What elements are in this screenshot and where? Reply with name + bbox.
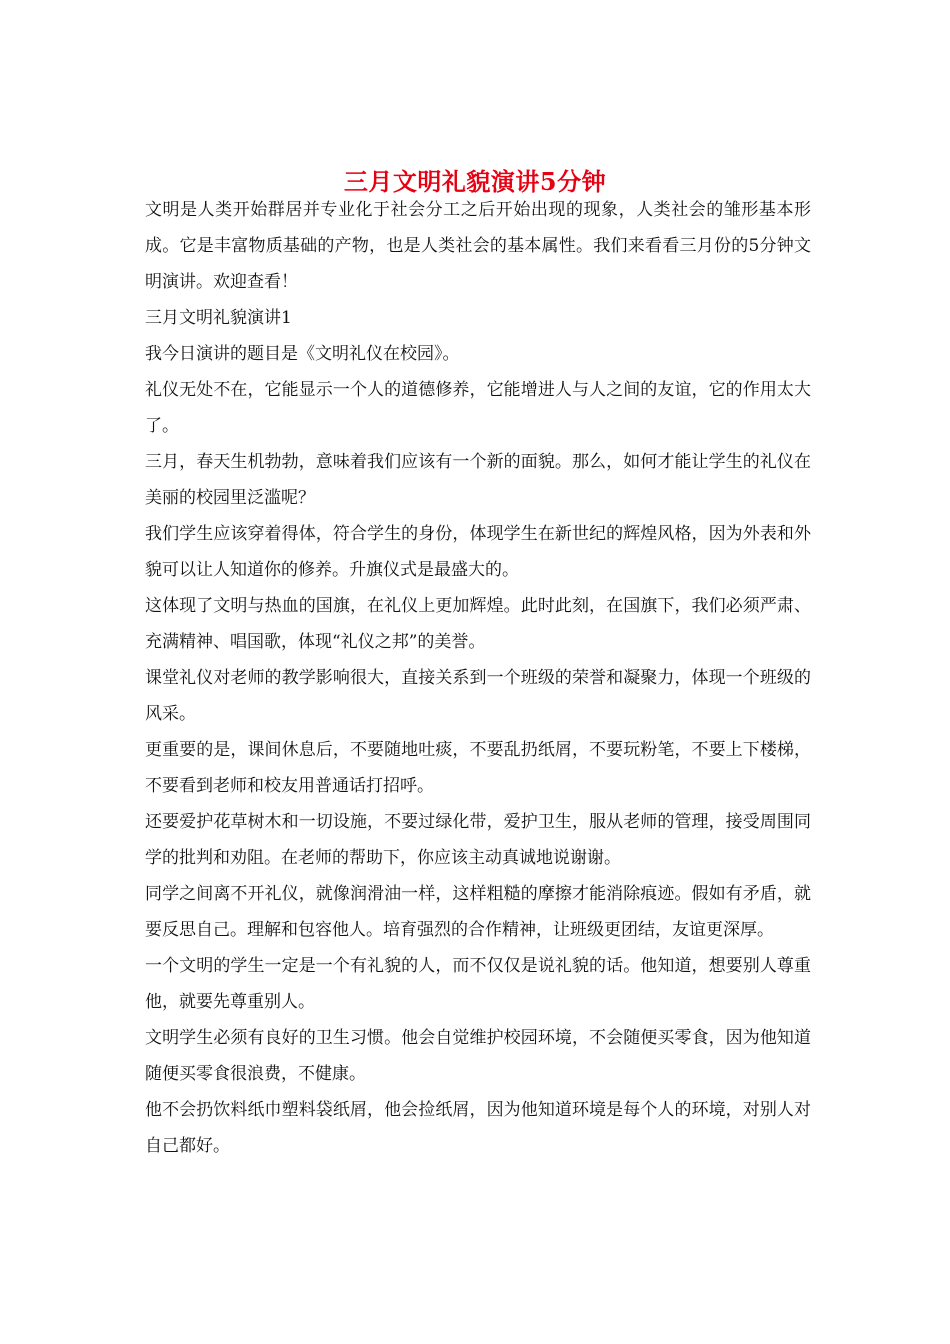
document-title: 三月文明礼貌演讲5分钟 [343, 167, 607, 197]
paragraph: 我们学生应该穿着得体，符合学生的身份，体现学生在新世纪的辉煌风格，因为外表和外貌可以让人知道你的修养。升旗仪式是最盛大的。 [145, 524, 811, 580]
paragraph: 更重要的是，课间休息后，不要随地吐痰，不要乱扔纸屑，不要玩粉笔，不要上下楼梯，不要看到老师和校友用普通话打招呼。 [145, 740, 811, 796]
paragraph: 他不会扔饮料纸巾塑料袋纸屑，他会捡纸屑，因为他知道环境是每个人的环境，对别人对自己都好。 [145, 1100, 811, 1156]
paragraph: 文明学生必须有良好的卫生习惯。他会自觉维护校园环境，不会随便买零食，因为他知道随便买零食很浪费，不健康。 [145, 1028, 811, 1084]
paragraph: 三月，春天生机勃勃，意味着我们应该有一个新的面貌。那么，如何才能让学生的礼仪在美丽的校园里泛滥呢？ [145, 452, 811, 508]
document-body [145, 192, 811, 1164]
paragraph: 这体现了文明与热血的国旗，在礼仪上更加辉煌。此时此刻，在国旗下，我们必须严肃、充满精神、唱国歌，体现“礼仪之邦”的美誉。 [145, 596, 811, 652]
paragraph: 一个文明的学生一定是一个有礼貌的人，而不仅仅是说礼貌的话。他知道，想要别人尊重他，就要先尊重别人。 [145, 956, 811, 1012]
paragraph: 课堂礼仪对老师的教学影响很大，直接关系到一个班级的荣誉和凝聚力，体现一个班级的风采。 [145, 668, 811, 724]
paragraph: 三月文明礼貌演讲1 [145, 308, 292, 328]
paragraph: 礼仪无处不在，它能显示一个人的道德修养，它能增进人与人之间的友谊，它的作用太大了。 [145, 380, 811, 436]
paragraph: 文明是人类开始群居并专业化于社会分工之后开始出现的现象，人类社会的雏形基本形成。它是丰富物质基础的产物，也是人类社会的基本属性。我们来看看三月份的5分钟文明演讲。欢迎查看！ [145, 200, 811, 292]
paragraph: 同学之间离不开礼仪，就像润滑油一样，这样粗糙的摩擦才能消除痕迹。假如有矛盾，就要反思自己。理解和包容他人。培育强烈的合作精神，让班级更团结，友谊更深厚。 [145, 884, 811, 940]
paragraph: 我今日演讲的题目是《文明礼仪在校园》。 [145, 344, 460, 364]
paragraph: 还要爱护花草树木和一切设施，不要过绿化带，爱护卫生，服从老师的管理，接受周围同学的批判和劝阻。在老师的帮助下，你应该主动真诚地说谢谢。 [145, 812, 811, 868]
